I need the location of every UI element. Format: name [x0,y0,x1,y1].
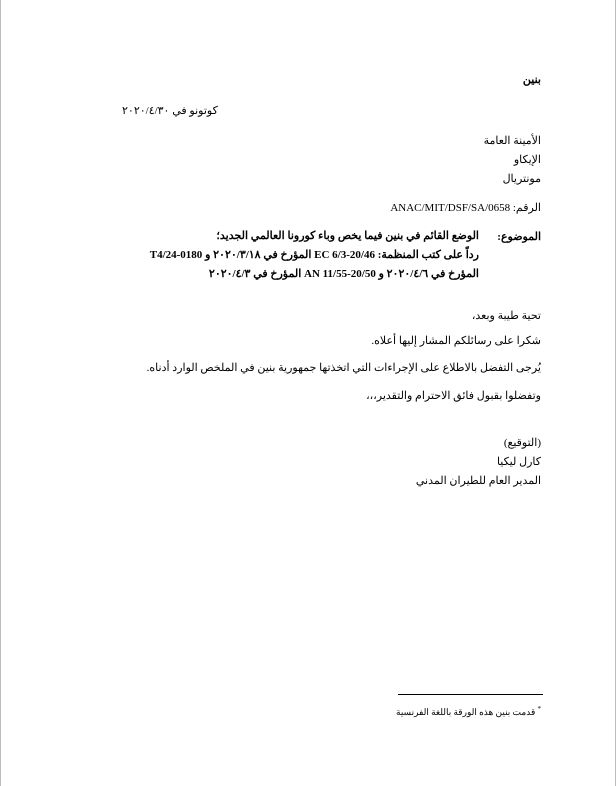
footnote-text: قدمت بنين هذه الورقة باللغة الفرنسية [396,707,536,717]
subject-label: الموضوع: [497,231,541,243]
recipient-line-2: الإيكاو [513,154,541,166]
recipient-line-3: مونتريال [502,173,541,185]
closing-paragraph: وتفضلوا بقبول فائق الاحترام والتقدير،،، [366,390,541,402]
recipient-line-1: الأمينة العامة [483,135,541,147]
signatory-title: المدير العام للطيران المدني [415,475,541,487]
footnote-separator [398,694,543,695]
signature-label: (التوقيع) [503,437,541,449]
country-heading: بنين [522,74,541,86]
request-paragraph: يُرجى التفضل بالاطلاع على الإجراءات التي اتخذتها جمهورية بنين في الملخص الوارد أدناه. [146,362,541,374]
reference-number: الرقم: 0658/ANAC/MIT/DSF/SA [390,202,541,214]
greeting: تحية طيبة وبعد، [471,310,541,322]
subject-line-1: الوضع القائم في بنين فيما يخص وباء كورونا العالمي الجديد؛ [216,230,479,242]
footnote-marker: * [537,705,541,713]
thanks-paragraph: شكرا على رسائلكم المشار إليها أعلاه. [371,335,541,347]
subject-line-2: رداً على كتب المنظمة: EC 6/3-20/46 المؤرخ في ٢٠٢٠/٣/١٨ و T4/24-0180 [149,249,479,261]
footnote [396,705,541,718]
place-date: كوتونو في ٢٠٢٠/٤/٣٠ [122,105,218,117]
subject-line-3: المؤرخ في ٢٠٢٠/٤/٦ و AN 11/55-20/50 المؤرخ في ٢٠٢٠/٤/٣ [208,268,479,280]
signatory-name: كارل ليكيا [496,456,541,468]
